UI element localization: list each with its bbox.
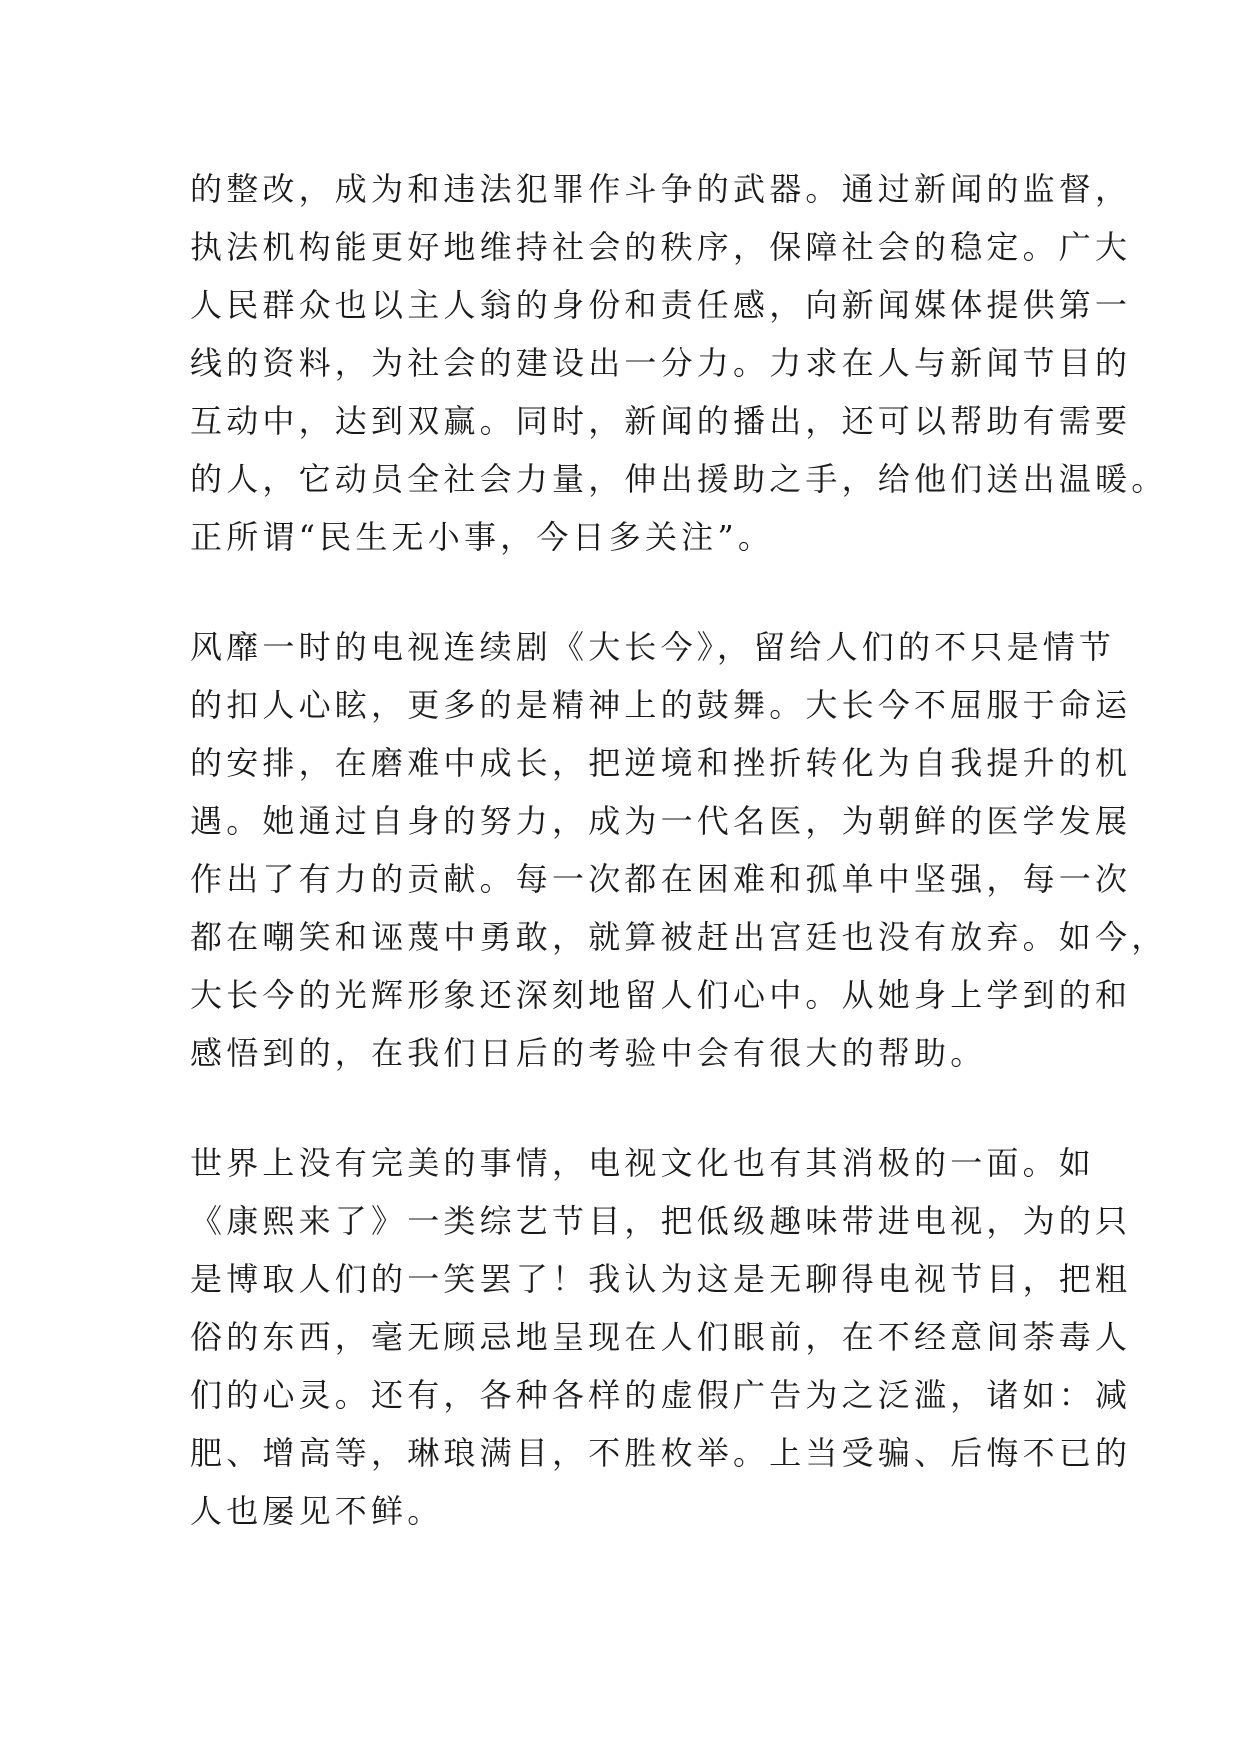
text-line: 的安排，在磨难中成长，把逆境和挫折转化为自我提升的机 [190, 744, 1132, 782]
text-line: 的整改，成为和违法犯罪作斗争的武器。通过新闻的监督， [190, 170, 1132, 208]
paragraph-tv-culture-negative [190, 1134, 1132, 1540]
text-line: 正所谓“民生无小事，今日多关注”。 [190, 518, 775, 556]
text-line: 执法机构能更好地维持社会的秩序，保障社会的稳定。广大 [190, 228, 1132, 266]
text-line: 互动中，达到双赢。同时，新闻的播出，还可以帮助有需要 [190, 402, 1132, 440]
document-body [190, 160, 1168, 1592]
text-line: 风靡一时的电视连续剧《大长今》，留给人们的不只是情节 [190, 628, 1116, 666]
text-line: 作出了有力的贡献。每一次都在困难和孤单中坚强，每一次 [190, 860, 1132, 898]
text-line: 都在嘲笑和诬蔑中勇敢，就算被赶出宫廷也没有放弃。如今， [190, 918, 1168, 956]
text-line: 们的心灵。还有，各种各样的虚假广告为之泛滥，诸如：减 [190, 1376, 1132, 1414]
text-line: 《康熙来了》一类综艺节目，把低级趣味带进电视，为的只 [190, 1202, 1132, 1240]
text-line: 是博取人们的一笑罢了！我认为这是无聊得电视节目，把粗 [190, 1260, 1132, 1298]
text-line: 人民群众也以主人翁的身份和责任感，向新闻媒体提供第一 [190, 286, 1132, 324]
text-line: 肥、增高等，琳琅满目，不胜枚举。上当受骗、后悔不已的 [190, 1434, 1132, 1472]
text-line: 的人，它动员全社会力量，伸出援助之手，给他们送出温暖。 [190, 460, 1168, 498]
text-line: 世界上没有完美的事情，电视文化也有其消极的一面。如 [190, 1144, 1096, 1182]
paragraph-news-supervision [190, 160, 1168, 566]
paragraph-dae-jang-geum [190, 618, 1168, 1082]
text-line: 遇。她通过自身的努力，成为一代名医，为朝鲜的医学发展 [190, 802, 1132, 840]
text-line: 的扣人心眩，更多的是精神上的鼓舞。大长今不屈服于命运 [190, 686, 1132, 724]
text-line: 大长今的光辉形象还深刻地留人们心中。从她身上学到的和 [190, 976, 1132, 1014]
text-line: 人也屡见不鲜。 [190, 1492, 444, 1530]
text-line: 感悟到的，在我们日后的考验中会有很大的帮助。 [190, 1034, 987, 1072]
text-line: 俗的东西，毫无顾忌地呈现在人们眼前，在不经意间荼毒人 [190, 1318, 1132, 1356]
text-line: 线的资料，为社会的建设出一分力。力求在人与新闻节目的 [190, 344, 1132, 382]
